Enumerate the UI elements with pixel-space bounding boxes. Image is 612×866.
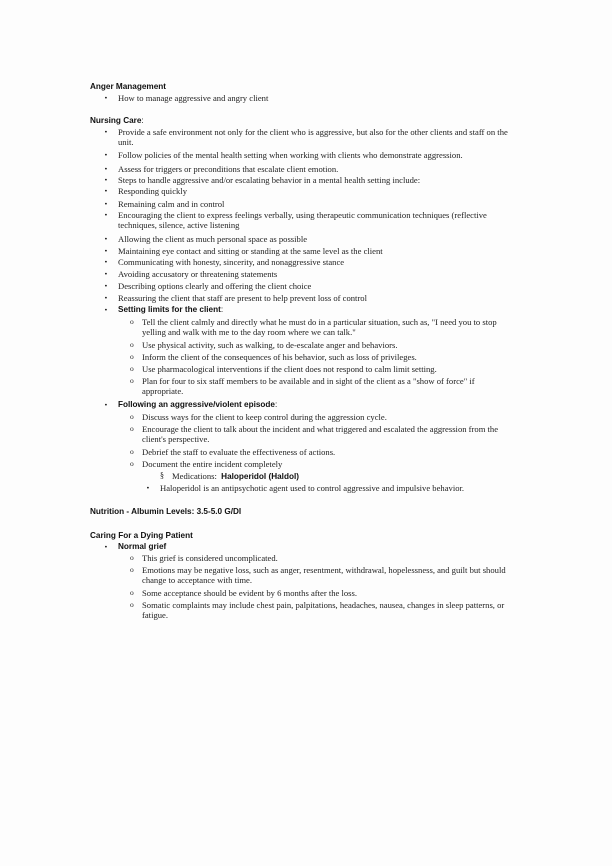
list-item: • Responding quickly [104, 186, 187, 196]
circle-bullet-icon: o [130, 600, 134, 609]
bullet-icon: • [104, 151, 108, 159]
list-item: • Steps to handle aggressive and/or escalating behavior in a mental health setting include: [104, 175, 421, 185]
list-item: o Use pharmacological interventions if the client does not respond to calm limit setting. [130, 364, 437, 374]
list-item: • Avoiding accusatory or threatening statements [104, 269, 278, 279]
heading-nutrition: Nutrition - Albumin Levels: 3.5-5.0 G/Dl [90, 507, 242, 516]
circle-bullet-icon: o [130, 352, 134, 361]
bullet-icon: • [104, 94, 108, 102]
circle-bullet-icon: o [130, 317, 134, 326]
list-item: • Provide a safe environment not only for the client who is aggressive, but also for the other clients and staff on the unit. [104, 127, 508, 148]
circle-bullet-icon: o [130, 459, 134, 468]
circle-bullet-icon: o [130, 412, 134, 421]
bullet-icon: • [104, 306, 108, 314]
bullet-icon: • [104, 270, 108, 278]
list-item: o This grief is considered uncomplicated. [130, 553, 278, 563]
heading-caring-dying-patient: Caring For a Dying Patient [90, 531, 193, 540]
bullet-icon: • [104, 200, 108, 208]
list-item: o Inform the client of the consequences of his behavior, such as loss of privileges. [130, 352, 417, 362]
list-item: • Encouraging the client to express feelings verbally, using therapeutic communication techniques (reflective techniques, silence, active listening [104, 210, 487, 231]
subheading-following-episode: • Following an aggressive/violent episode: [104, 400, 278, 409]
list-item: • Haloperidol is an antipsychotic agent used to control aggressive and impulsive behavior. [146, 483, 465, 493]
bullet-icon: • [104, 176, 108, 184]
list-item: • Allowing the client as much personal space as possible [104, 234, 308, 244]
bullet-icon: • [146, 484, 150, 492]
heading-anger-management: Anger Management [90, 82, 166, 91]
bullet-icon: • [104, 211, 108, 219]
list-item: o Some acceptance should be evident by 6 months after the loss. [130, 588, 358, 598]
bullet-icon: • [104, 165, 108, 173]
circle-bullet-icon: o [130, 364, 134, 373]
bullet-icon: • [104, 282, 108, 290]
subheading-normal-grief: • Normal grief [104, 542, 167, 551]
bullet-icon: • [104, 294, 108, 302]
list-item: • Reassuring the client that staff are present to help prevent loss of control [104, 293, 367, 303]
bullet-icon: • [104, 401, 108, 409]
list-item: o Somatic complaints may include chest pain, palpitations, headaches, nausea, changes in sleep patterns, or fatigue. [130, 600, 505, 621]
circle-bullet-icon: o [130, 553, 134, 562]
list-item: • Assess for triggers or preconditions that escalate client emotion. [104, 164, 339, 174]
heading-nursing-care: Nursing Care: [90, 116, 144, 125]
bullet-icon: • [104, 187, 108, 195]
list-item: • Communicating with honesty, sincerity, and nonaggressive stance [104, 257, 345, 267]
section-mark-icon: § [160, 471, 164, 480]
list-item: • Maintaining eye contact and sitting or standing at the same level as the client [104, 246, 383, 256]
list-item: o Encourage the client to talk about the incident and what triggered and escalated the aggression from the client's perspective. [130, 424, 499, 445]
circle-bullet-icon: o [130, 424, 134, 433]
list-item: o Plan for four to six staff members to be available and in sight of the client as a "show of force" if appropriate. [130, 376, 475, 397]
list-item: o Use physical activity, such as walking, to de-escalate anger and behaviors. [130, 340, 398, 350]
list-item: o Tell the client calmly and directly what he must do in a particular situation, such as, "I need you to stop yelling and walk with me to the day room where we can talk." [130, 317, 497, 338]
list-item: o Document the entire incident completely [130, 459, 283, 469]
bullet-icon: • [104, 235, 108, 243]
circle-bullet-icon: o [130, 588, 134, 597]
bullet-icon: • [104, 247, 108, 255]
bullet-icon: • [104, 258, 108, 266]
list-item: • Describing options clearly and offering the client choice [104, 281, 312, 291]
list-item: o Discuss ways for the client to keep control during the aggression cycle. [130, 412, 387, 422]
bullet-icon: • [104, 128, 108, 136]
list-item: • How to manage aggressive and angry client [104, 93, 269, 103]
medications-line: § Medications: Haloperidol (Haldol) [160, 471, 299, 481]
subheading-setting-limits: • Setting limits for the client: [104, 305, 224, 314]
circle-bullet-icon: o [130, 376, 134, 385]
list-item: o Emotions may be negative loss, such as anger, resentment, withdrawal, hopelessness, and guilt but should change to acceptance with time. [130, 565, 506, 586]
list-item: • Follow policies of the mental health setting when working with clients who demonstrate aggression. [104, 150, 463, 160]
list-item: o Debrief the staff to evaluate the effectiveness of actions. [130, 447, 336, 457]
bullet-icon: • [104, 543, 108, 551]
list-item: • Remaining calm and in control [104, 199, 225, 209]
medication-name: Haloperidol (Haldol) [221, 472, 299, 481]
circle-bullet-icon: o [130, 340, 134, 349]
circle-bullet-icon: o [130, 565, 134, 574]
circle-bullet-icon: o [130, 447, 134, 456]
